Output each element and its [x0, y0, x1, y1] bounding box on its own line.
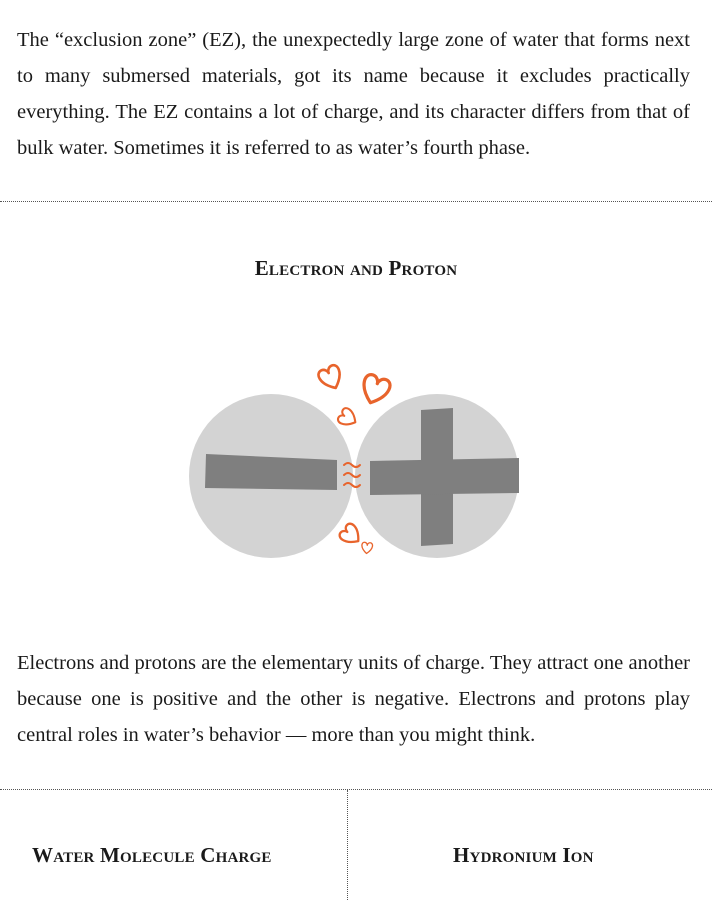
electron-proton-illustration	[185, 330, 545, 610]
heart-icon	[358, 373, 392, 407]
section-divider	[0, 789, 712, 790]
heart-icon	[338, 522, 364, 548]
column-divider	[347, 790, 348, 900]
electron-proton-paragraph: Electrons and protons are the elementary units of charge. They attract one another because one is positive and the other is negative. Electrons and protons play central roles in water’s behavior — more than you might think.	[17, 652, 690, 746]
electron-proton-heading: Electron and Proton	[254, 256, 458, 280]
heart-icon	[361, 542, 373, 554]
heart-icon	[317, 364, 346, 393]
minus-sign-icon	[205, 454, 337, 490]
section-divider	[0, 201, 712, 202]
water-molecule-charge-heading: Water Molecule Charge	[32, 843, 272, 867]
heart-icon	[337, 407, 360, 430]
intro-paragraph: The “exclusion zone” (EZ), the unexpectedly large zone of water that forms next to many submersed materials, got its name because it excludes practically everything. The EZ contains a lot of charge, and its character differs from that of bulk water. Sometimes it is referred to as water’s fourth phase.	[17, 29, 690, 159]
hydronium-ion-heading: Hydronium Ion	[453, 843, 594, 867]
